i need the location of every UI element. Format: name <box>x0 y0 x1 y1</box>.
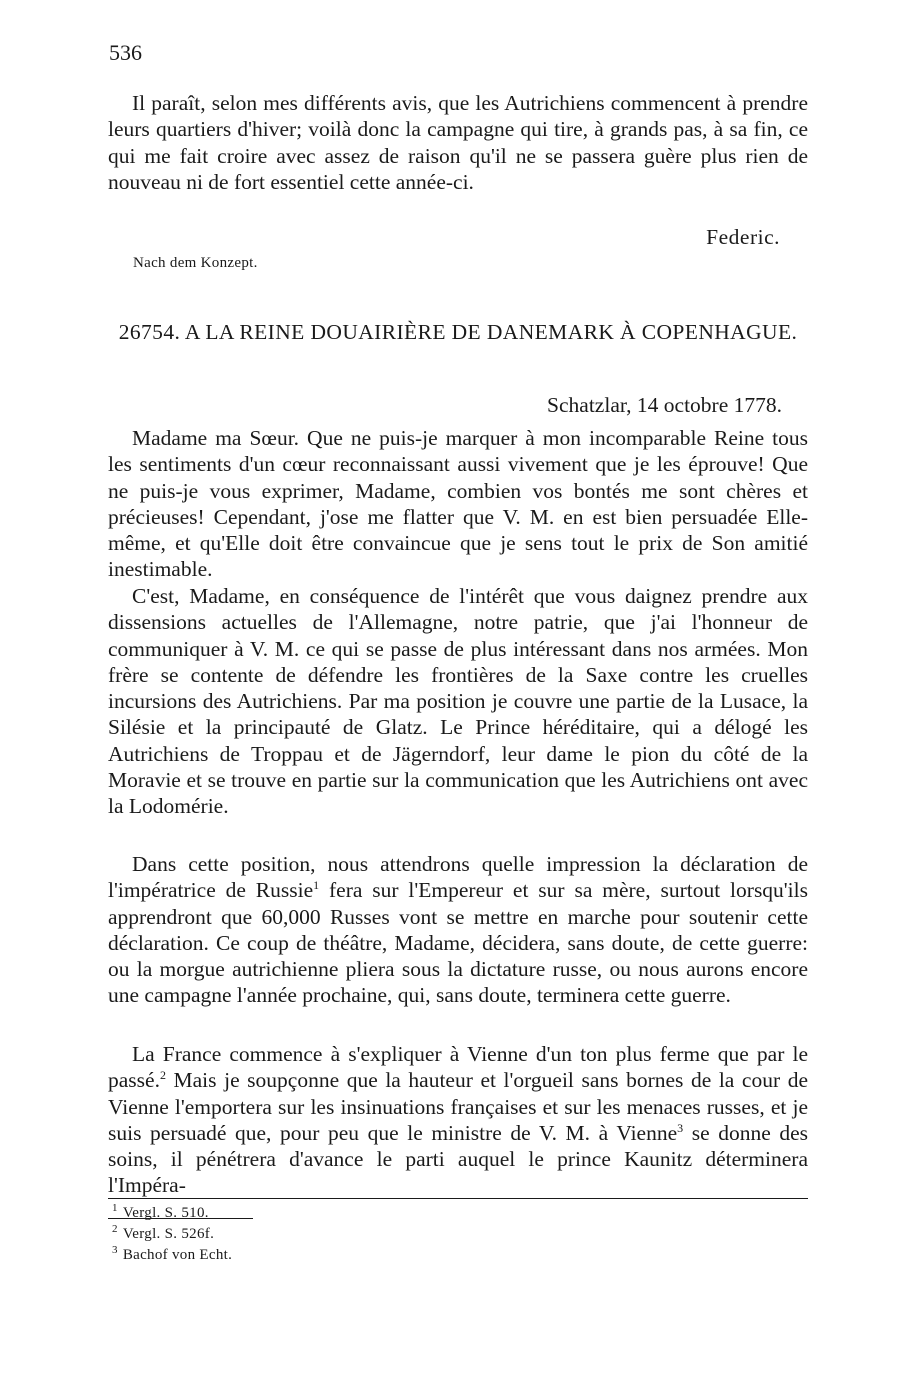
page-number: 536 <box>109 40 142 65</box>
paragraph-3 <box>108 851 808 1009</box>
source-note: Nach dem Konzept. <box>133 255 258 271</box>
footnote-text: Bachof von Echt. <box>122 1247 233 1263</box>
signature: Federic. <box>706 225 780 249</box>
footnote-number: 3 <box>112 1244 118 1256</box>
footnote-number: 1 <box>112 1202 118 1214</box>
footnote-ref-3: 3 <box>677 1120 684 1135</box>
paragraph-2: C'est, Madame, en conséquence de l'intérêt que vous daignez prendre aux dissensions actuelles de l'Allemagne, notre patrie, que j'ai l'honneur de communiquer à V. M. ce qui se passe de plus intéressant dans nos armées. Mon frère se contente de défendre les frontières de la Saxe contre les cruelles incursions des Autrichiens. Par ma position je couvre une partie de la Lusace, la Silésie et la principauté de Glatz. Le Prince héréditaire, qui a délogé les Autrichiens de Troppau et de Jägerndorf, leur dame le pion du côté de la Moravie et se trouve en partie sur la communication que les Autrichiens ont avec la Lodomérie. <box>108 584 808 819</box>
paragraph-1: Madame ma Sœur. Que ne puis-je marquer à mon incomparable Reine tous les sentiments d'un cœur reconnaissant aussi vivement que je les éprouve! Que ne puis-je vous exprimer, Madame, combien vos bontés me sont chères et précieuses! Cependant, j'ose me flatter que V. M. en est bien persuadée Elle-même, et qu'Elle doit être convaincue que je sens tout le prix de Son amitié inestimable. <box>108 426 808 582</box>
footnote-rule <box>108 1198 808 1199</box>
paragraph-3-text-b: fera sur l'Empereur et sur sa mère, surtout lorsqu'ils apprendront que 60,000 Russes vont se mettre en marche pour soutenir cette déclaration. Ce coup de théâtre, Madame, décidera, sans doute, de cette guerre: ou la morgue autrichienne pliera sous la dictature russe, ou nous aurons encore une campagne l'année prochaine, qui, sans doute, terminera cette guerre. <box>108 878 808 1008</box>
footnote <box>112 1224 232 1245</box>
paragraph-4 <box>108 1041 808 1199</box>
opening-paragraph: Il paraît, selon mes différents avis, que les Autrichiens commencent à prendre leurs quartiers d'hiver; voilà donc la campagne qui tire, à grands pas, à sa fin, ce qui me fait croire avec assez de raison qu'il ne se passera guère plus rien de nouveau ni de fort essentiel cette année-ci. <box>108 91 808 194</box>
paragraph-4-text-b: Mais je soupçonne que la hauteur et l'orgueil sans bornes de la cour de Vienne l'emportera sur les insinuations françaises et sur les menaces russes, et je suis persuadé que, pour peu que le ministre de V. M. à Vienne <box>108 1068 808 1145</box>
footnote <box>112 1245 232 1266</box>
paragraph-4-text-c: se donne des soins, il pénétrera d'avance le parti auquel le prince Kaunitz déterminera l'Impéra- <box>108 1120 808 1198</box>
footnote-ref-2: 2 <box>159 1068 166 1083</box>
footnote-text: Vergl. S. 526f. <box>122 1226 215 1242</box>
letter-heading: 26754. A LA REINE DOUAIRIÈRE DE DANEMARK À COPENHAGUE. <box>118 320 798 344</box>
footnote-text: Vergl. S. 510. <box>122 1205 209 1221</box>
footnote <box>112 1203 232 1224</box>
paragraph-4-text-a: La France commence à s'expliquer à Vienne d'un ton plus ferme que par le passé. <box>108 1042 808 1093</box>
paragraph-3-text-a: Dans cette position, nous attendrons quelle impression la déclaration de l'impératrice de Russie <box>108 852 808 903</box>
footnote-number: 2 <box>112 1223 118 1235</box>
footnotes <box>112 1203 232 1266</box>
footnote-ref-1: 1 <box>313 878 320 893</box>
dateline: Schatzlar, 14 octobre 1778. <box>547 393 782 417</box>
